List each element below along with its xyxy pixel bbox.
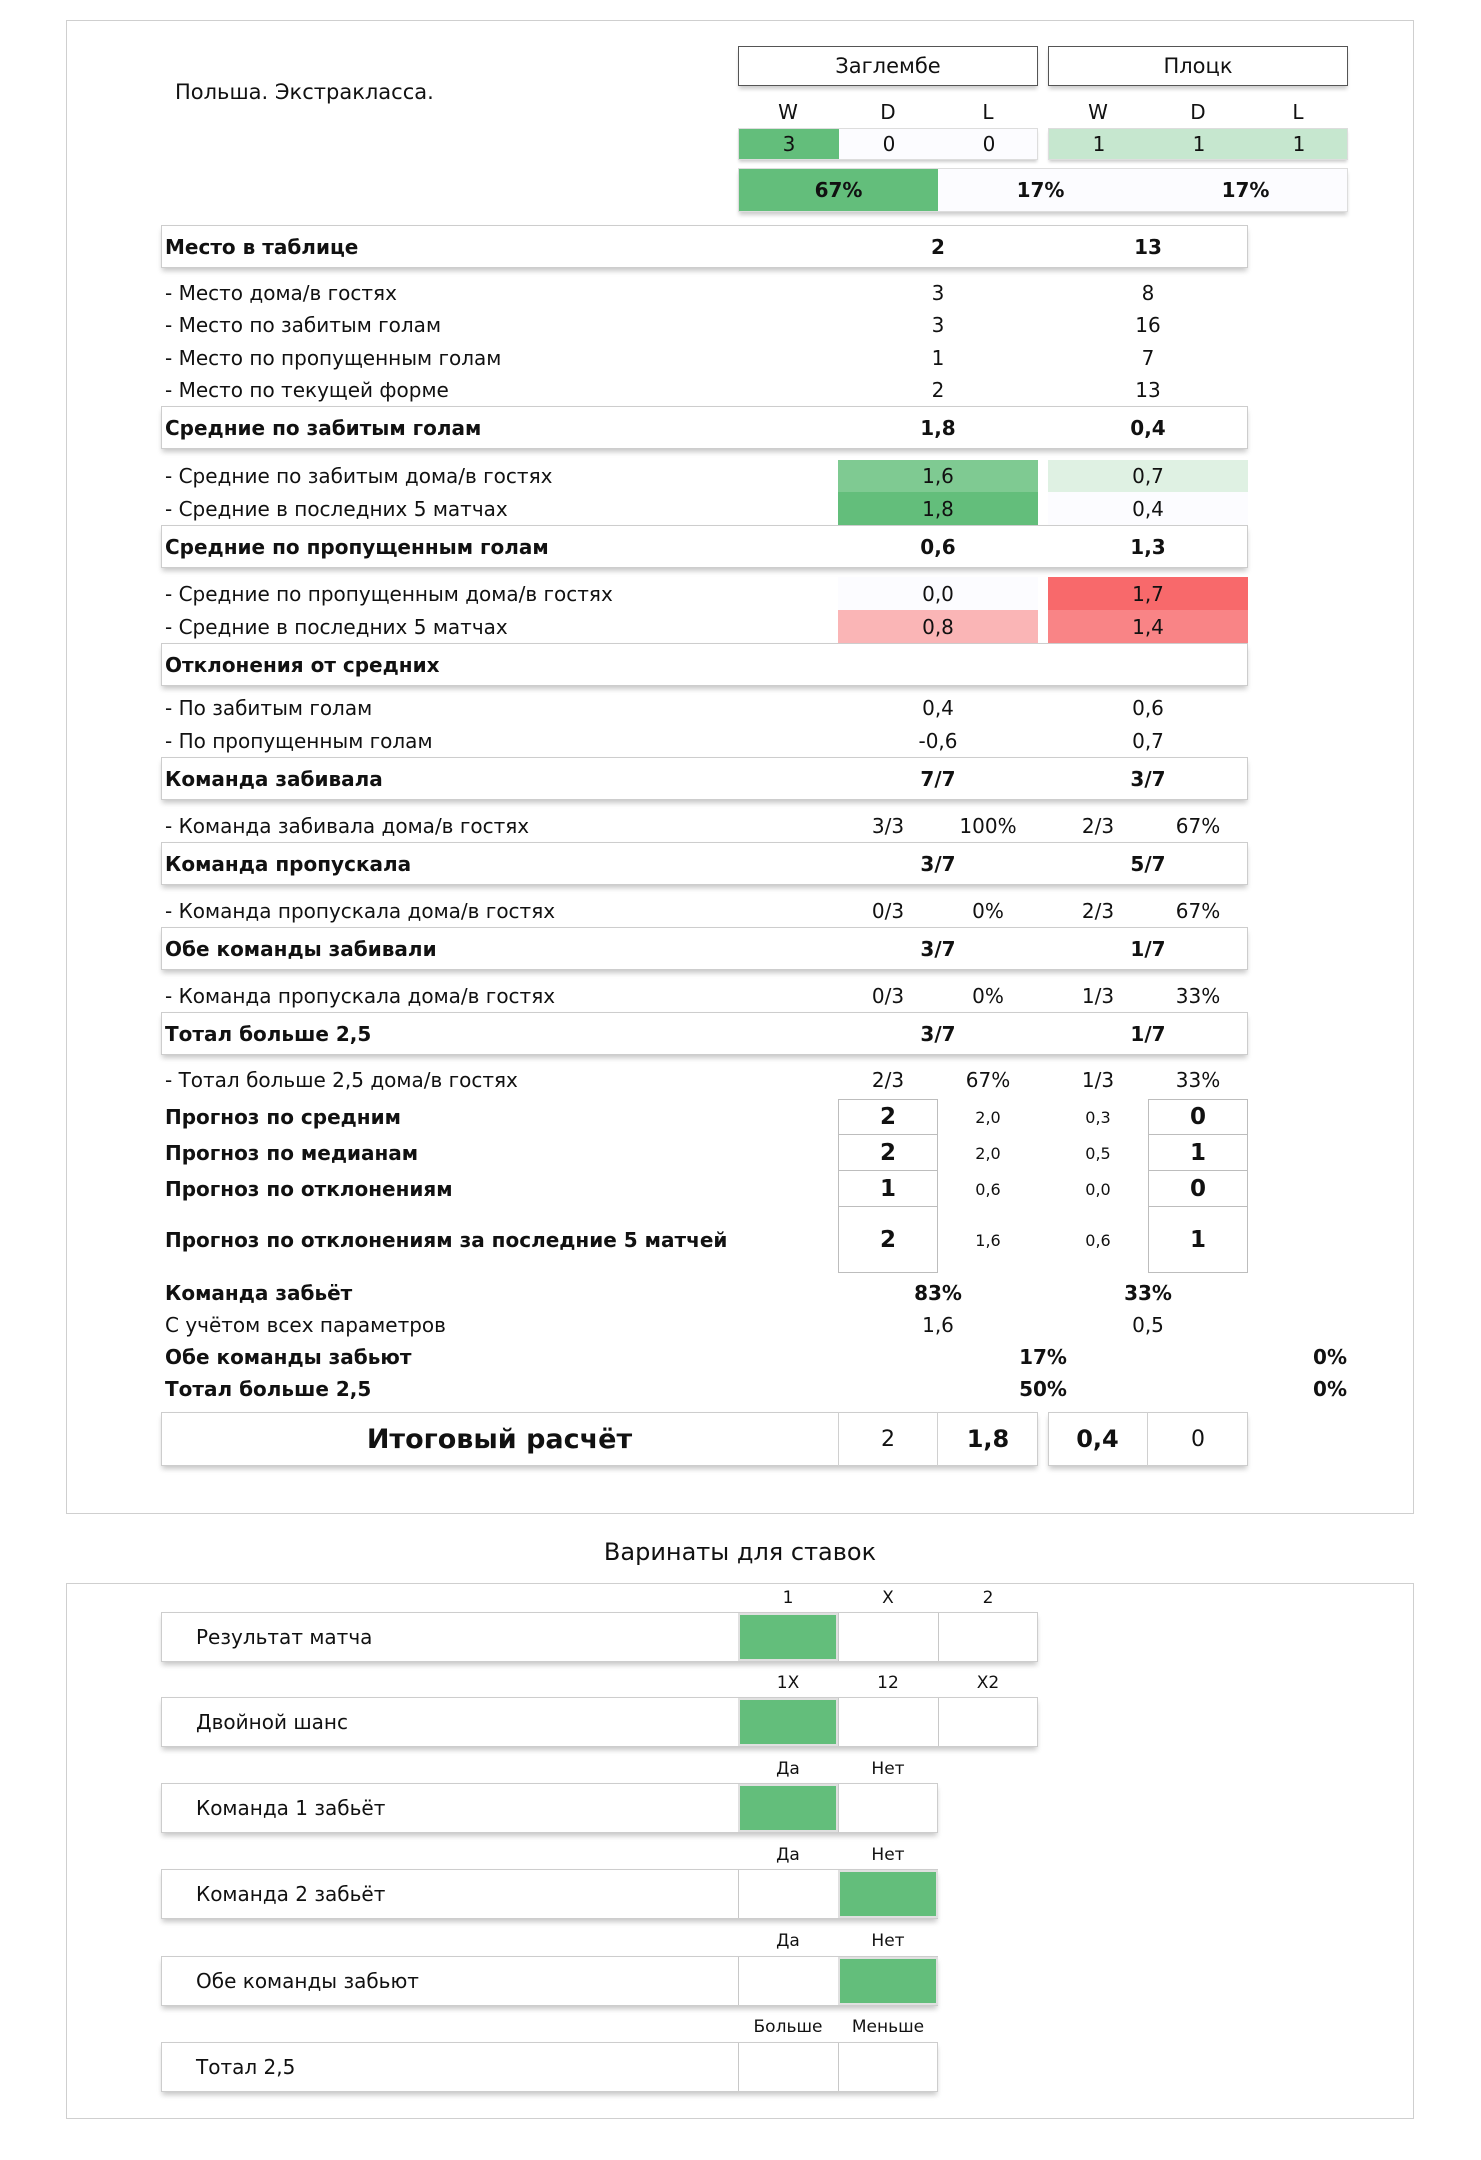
- final-team1-goals: 2: [838, 1412, 938, 1466]
- option-header: X2: [976, 1673, 1000, 1693]
- team1-forecast-raw: 1,6: [975, 1230, 1001, 1250]
- team2-value: 7: [1141, 346, 1155, 370]
- team2-forecast: 1: [1148, 1135, 1248, 1171]
- team2-draws: 1: [1192, 132, 1206, 156]
- both-score-pct: 17%: [1019, 1345, 1067, 1369]
- bet-label: Обе команды забьют: [196, 1969, 419, 1993]
- option-header: 1X: [776, 1673, 800, 1693]
- team2-value: 0,4: [1048, 492, 1248, 525]
- team2-losses: 1: [1292, 132, 1306, 156]
- option-header: Да: [776, 1931, 800, 1951]
- team2-value: 0,7: [1048, 460, 1248, 492]
- forecast-label: Прогноз по отклонениям: [165, 1177, 453, 1201]
- summary-label: Команда забьёт: [165, 1281, 353, 1305]
- wdl-label: D: [1190, 100, 1206, 124]
- summary-label: Тотал больше 2,5: [165, 1377, 372, 1401]
- team2-percent: 67%: [1175, 899, 1221, 923]
- team2-value: 5/7: [1130, 851, 1166, 876]
- bet-label: Тотал 2,5: [196, 2055, 296, 2079]
- forecast-label: Прогноз по отклонениям за последние 5 матчей: [165, 1228, 728, 1252]
- team2-forecast-raw: 0,5: [1085, 1143, 1111, 1163]
- team1-losses: 0: [982, 132, 996, 156]
- bet-option-no[interactable]: [838, 1784, 938, 1832]
- stat-label: - Команда пропускала дома/в гостях: [165, 899, 556, 923]
- team2-forecast: 0: [1148, 1099, 1248, 1135]
- option-header: Нет: [871, 1759, 905, 1779]
- bet-option-over[interactable]: [738, 2043, 838, 2091]
- team1-value: 3/7: [920, 851, 956, 876]
- section-label: Средние по забитым голам: [165, 415, 482, 440]
- stat-label: - Средние по забитым дома/в гостях: [165, 464, 553, 488]
- stat-label: - Команда пропускала дома/в гостях: [165, 984, 556, 1008]
- team1-value: 3/7: [920, 936, 956, 961]
- bet-label: Результат матча: [196, 1625, 373, 1649]
- team1-all-params: 1,6: [922, 1313, 954, 1337]
- team1-percent: 0%: [972, 899, 1004, 923]
- wdl-label: W: [778, 100, 798, 124]
- team1-value: 0,4: [922, 696, 954, 720]
- bet-option-yes[interactable]: [738, 1784, 838, 1832]
- team2-value: 1/7: [1130, 1021, 1166, 1046]
- team1-value: 1,6: [838, 460, 1038, 492]
- team2-value: 8: [1141, 281, 1155, 305]
- forecast-label: Прогноз по медианам: [165, 1141, 419, 1165]
- section-label: Место в таблице: [165, 234, 359, 259]
- bet-option-12[interactable]: [838, 1698, 938, 1746]
- stat-label: - Команда забивала дома/в гостях: [165, 814, 530, 838]
- team1-score-chance: 83%: [914, 1281, 962, 1305]
- team2-value: 3/7: [1130, 766, 1166, 791]
- home-win-pct: 67%: [739, 169, 938, 211]
- bet-option-yes[interactable]: [738, 1870, 838, 1918]
- team2-value: 0,6: [1132, 696, 1164, 720]
- wdl-label: W: [1088, 100, 1108, 124]
- team1-forecast: 1: [838, 1171, 938, 1207]
- bet-label: Двойной шанс: [196, 1710, 348, 1734]
- team1-ratio: 0/3: [871, 899, 905, 923]
- stat-label: - По забитым голам: [165, 696, 373, 720]
- team1-draws: 0: [882, 132, 896, 156]
- outcome-probability-row: [738, 168, 1348, 212]
- section-label: Тотал больше 2,5: [165, 1021, 372, 1046]
- wdl-label: L: [982, 100, 994, 124]
- stat-label: - Место по забитым голам: [165, 313, 442, 337]
- team1-ratio: 3/3: [871, 814, 905, 838]
- team2-ratio: 1/3: [1081, 1068, 1115, 1092]
- team1-percent: 0%: [972, 984, 1004, 1008]
- bet-option-1x[interactable]: [738, 1698, 838, 1746]
- team2-score-chance: 33%: [1124, 1281, 1172, 1305]
- team1-value: -0,6: [918, 729, 958, 753]
- team2-value: 1/7: [1130, 936, 1166, 961]
- team1-value: 3: [931, 281, 945, 305]
- bet-option-home-win[interactable]: [738, 1613, 838, 1661]
- option-header: X: [882, 1588, 894, 1608]
- section-label: Обе команды забивали: [165, 936, 437, 961]
- team1-name: Заглембе: [738, 46, 1038, 86]
- bet-label: Команда 2 забьёт: [196, 1882, 386, 1906]
- league-title: Польша. Экстракласса.: [175, 80, 434, 104]
- forecast-label: Прогноз по средним: [165, 1105, 401, 1129]
- team2-value: 1,3: [1130, 534, 1166, 559]
- team2-wins: 1: [1092, 132, 1106, 156]
- bet-option-x2[interactable]: [938, 1698, 1038, 1746]
- team1-value: 2: [931, 234, 945, 259]
- bets-title: Варинаты для ставок: [603, 1538, 877, 1566]
- stat-label: - Место по текущей форме: [165, 378, 449, 402]
- section-label: Отклонения от средних: [165, 652, 440, 677]
- team1-forecast: 2: [838, 1135, 938, 1171]
- draw-pct: 17%: [1016, 178, 1065, 202]
- team2-percent: 33%: [1175, 1068, 1221, 1092]
- final-team1-avg: 1,8: [966, 1425, 1010, 1453]
- final-calc-label: Итоговый расчёт: [366, 1423, 633, 1455]
- summary-label: Обе команды забьют: [165, 1345, 412, 1369]
- stat-label: - Средние в последних 5 матчах: [165, 614, 508, 639]
- bet-option-yes[interactable]: [738, 1957, 838, 2005]
- summary-label: С учётом всех параметров: [165, 1313, 446, 1337]
- team1-percent: 100%: [959, 814, 1017, 838]
- stat-label: - Место дома/в гостях: [165, 281, 397, 305]
- option-header: 2: [982, 1588, 994, 1608]
- team2-percent: 33%: [1175, 984, 1221, 1008]
- team2-value: 1,4: [1048, 610, 1248, 643]
- team1-value: 0,0: [838, 577, 1038, 610]
- option-header: Нет: [871, 1931, 905, 1951]
- option-header: Нет: [871, 1845, 905, 1865]
- bet-option-no[interactable]: [838, 1957, 938, 2005]
- team1-forecast-raw: 2,0: [975, 1143, 1001, 1163]
- team1-percent: 67%: [965, 1068, 1011, 1092]
- team2-value: 16: [1135, 313, 1161, 337]
- final-team2-avg: 0,4: [1048, 1412, 1148, 1466]
- team2-value: 13: [1135, 378, 1161, 402]
- team2-forecast-raw: 0,3: [1085, 1107, 1111, 1127]
- team2-wdl-row: [1048, 128, 1348, 160]
- team2-ratio: 2/3: [1081, 899, 1115, 923]
- team2-value: 1,7: [1048, 577, 1248, 610]
- final-team2-goals: 0: [1191, 1426, 1205, 1452]
- team1-forecast: 2: [879, 1227, 896, 1253]
- team2-name: Плоцк: [1048, 46, 1348, 86]
- team2-forecast-raw: 0,6: [1085, 1230, 1111, 1250]
- team2-value: 0,7: [1132, 729, 1164, 753]
- stat-label: - Средние по пропущенным дома/в гостях: [165, 581, 613, 606]
- both-score-right-pct: 0%: [1313, 1345, 1347, 1369]
- team1-ratio: 2/3: [871, 1068, 905, 1092]
- team1-value: 7/7: [920, 766, 956, 791]
- total-over-pct: 50%: [1019, 1377, 1067, 1401]
- bet-option-no[interactable]: [838, 1870, 938, 1918]
- stat-label: - Средние в последних 5 матчах: [165, 496, 508, 521]
- team1-value: 1: [931, 346, 945, 370]
- team1-value: 0,8: [838, 610, 1038, 643]
- option-header: 12: [877, 1673, 899, 1693]
- team1-forecast-raw: 0,6: [975, 1179, 1001, 1199]
- team1-ratio: 0/3: [871, 984, 905, 1008]
- team1-wins: 3: [739, 129, 839, 159]
- option-header: 1: [782, 1588, 794, 1608]
- team2-ratio: 2/3: [1081, 814, 1115, 838]
- bet-option-draw[interactable]: [838, 1613, 938, 1661]
- total-over-right-pct: 0%: [1313, 1377, 1347, 1401]
- team2-value: 0,4: [1130, 415, 1166, 440]
- team1-value: 1,8: [838, 492, 1038, 525]
- team1-forecast-raw: 2,0: [975, 1107, 1001, 1127]
- team1-wdl-row: [738, 128, 1038, 160]
- team1-value: 3/7: [920, 1021, 956, 1046]
- wdl-label: D: [880, 100, 896, 124]
- away-win-pct: 17%: [1221, 178, 1270, 202]
- team2-ratio: 1/3: [1081, 984, 1115, 1008]
- stat-label: - Тотал больше 2,5 дома/в гостях: [165, 1068, 518, 1092]
- team1-value: 1,8: [920, 415, 956, 440]
- team1-forecast: 2: [838, 1099, 938, 1135]
- option-header: Меньше: [851, 2017, 925, 2037]
- team2-forecast: 1: [1189, 1227, 1206, 1253]
- wdl-label: L: [1292, 100, 1304, 124]
- bet-label: Команда 1 забьёт: [196, 1796, 386, 1820]
- team2-percent: 67%: [1175, 814, 1221, 838]
- bet-option-under[interactable]: [838, 2043, 938, 2091]
- team1-value: 0,6: [920, 534, 956, 559]
- stat-label: - Место по пропущенным голам: [165, 346, 502, 370]
- option-header: Да: [776, 1759, 800, 1779]
- team2-forecast-raw: 0,0: [1085, 1179, 1111, 1199]
- team2-forecast: 0: [1148, 1171, 1248, 1207]
- team1-value: 3: [931, 313, 945, 337]
- option-header: Больше: [753, 2017, 823, 2037]
- option-header: Да: [776, 1845, 800, 1865]
- section-label: Средние по пропущенным голам: [165, 534, 549, 559]
- team2-value: 13: [1134, 234, 1162, 259]
- stat-label: - По пропущенным голам: [165, 729, 433, 753]
- team2-all-params: 0,5: [1132, 1313, 1164, 1337]
- section-label: Команда пропускала: [165, 851, 412, 876]
- section-label: Команда забивала: [165, 766, 383, 791]
- team1-value: 2: [931, 378, 945, 402]
- bet-option-away-win[interactable]: [938, 1613, 1038, 1661]
